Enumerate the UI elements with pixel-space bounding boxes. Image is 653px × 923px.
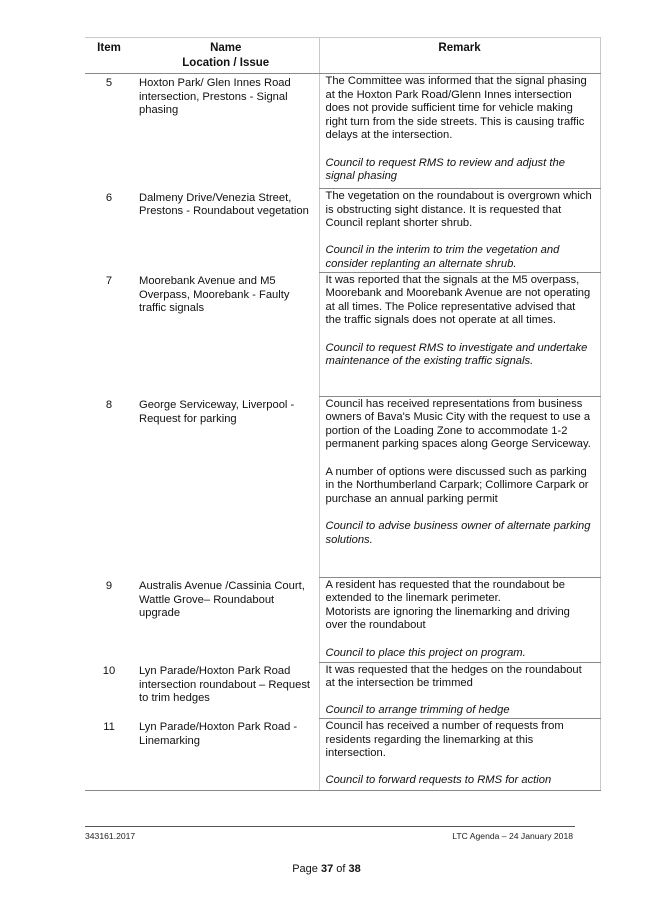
table-header-row bbox=[85, 38, 600, 74]
remark-text: The Committee was informed that the signal phasing at the Hoxton Park Road/Glenn Innes intersection does not provide sufficient time for vehicle making right turn from the side streets. This is causing traffic delays at the intersection. bbox=[325, 75, 587, 142]
remark-cell bbox=[319, 662, 600, 718]
remark-text: The vegetation on the roundabout is overgrown which is obstructing sight distance. It is requested that Council replant shorter shrub. bbox=[325, 190, 592, 230]
header-item: Item bbox=[85, 38, 133, 74]
header-name-line1: Name bbox=[210, 42, 242, 54]
footer-divider bbox=[85, 826, 575, 827]
header-name-line2: Location / Issue bbox=[182, 57, 270, 69]
header-remark: Remark bbox=[319, 38, 600, 74]
remark-cell bbox=[319, 189, 600, 273]
header-name bbox=[133, 38, 319, 74]
item-number: 6 bbox=[105, 191, 113, 204]
location-issue: George Serviceway, Liverpool - Request for parking bbox=[139, 399, 295, 425]
remark-action: Council in the interim to trim the vegetation and consider replanting an alternate shrub. bbox=[325, 244, 560, 270]
footer-doc-ref: 343161.2017 bbox=[85, 831, 136, 841]
table-row-item-9 bbox=[85, 577, 600, 662]
location-issue: Dalmeny Drive/Venezia Street, Prestons - Roundabout vegetation bbox=[139, 191, 309, 218]
page-total: 38 bbox=[348, 863, 361, 875]
remark-cell bbox=[319, 396, 600, 577]
remark-text: A resident has requested that the roundabout be extended to the linemark perimeter. Motorists are ignoring the linemarking and driving over the roundabout bbox=[325, 578, 570, 632]
location-issue: Australis Avenue /Cassinia Court, Wattle Grove– Roundabout upgrade bbox=[139, 580, 305, 620]
remark-action: Council to forward requests to RMS for action bbox=[325, 774, 552, 787]
table-row-item-11 bbox=[85, 718, 600, 790]
location-issue: Hoxton Park/ Glen Innes Road intersection, Prestons - Signal phasing bbox=[139, 77, 291, 117]
table-row-item-5 bbox=[85, 74, 600, 189]
location-issue: Lyn Parade/Hoxton Park Road intersection roundabout – Request to trim hedges bbox=[139, 665, 311, 705]
remark-action: Council to request RMS to investigate and undertake maintenance of the existing traffic signals. bbox=[325, 341, 588, 368]
remark-cell bbox=[319, 577, 600, 662]
table-row-item-10 bbox=[85, 662, 600, 718]
remark-text: It was reported that the signals at the M5 overpass, Moorebank and Moorebank Avenue are not operating at all times. The Police representative advised that the traffic signals does not operate at all times. bbox=[325, 273, 591, 327]
remark-cell bbox=[319, 272, 600, 396]
page-number bbox=[0, 863, 653, 875]
remark-action: Council to arrange trimming of hedge bbox=[325, 704, 510, 717]
table-row-item-7 bbox=[85, 272, 600, 396]
location-issue: Lyn Parade/Hoxton Park Road - Linemarking bbox=[133, 718, 319, 790]
item-number: 10 bbox=[102, 665, 116, 678]
page-prefix: Page bbox=[292, 863, 321, 875]
agenda-table bbox=[85, 37, 601, 791]
remark-text: A number of options were discussed such as parking in the Northumberland Carpark; Collimore Carpark or purchase an annual parking permit bbox=[325, 465, 589, 505]
item-number: 11 bbox=[85, 718, 133, 790]
page-current: 37 bbox=[320, 863, 334, 875]
remark-text: Council has received representations from business owners of Bava's Music City with the request to use a portion of the Loading Zone to accommodate 1-2 permanent parking spaces along George Serviceway. bbox=[325, 397, 591, 451]
location-issue: Moorebank Avenue and M5 Overpass, Moorebank - Faulty traffic signals bbox=[139, 275, 290, 315]
table-row-item-8 bbox=[85, 396, 600, 577]
remark-action: Council to place this project on program. bbox=[325, 646, 526, 659]
remark-cell bbox=[319, 718, 600, 790]
table-row-item-6 bbox=[85, 189, 600, 273]
remark-text: Council has received a number of requests from residents regarding the linemarking at this intersection. bbox=[325, 719, 564, 760]
remark-cell bbox=[319, 74, 600, 189]
remark-action: Council to advise business owner of alternate parking solutions. bbox=[325, 519, 591, 546]
footer-agenda-label: LTC Agenda – 24 January 2018 bbox=[452, 831, 573, 841]
page-of: of bbox=[333, 863, 349, 875]
item-number: 9 bbox=[105, 580, 113, 593]
item-number: 7 bbox=[105, 275, 113, 288]
remark-action: Council to request RMS to review and adjust the signal phasing bbox=[325, 156, 565, 183]
item-number: 5 bbox=[105, 77, 113, 89]
remark-text: It was requested that the hedges on the roundabout at the intersection be trimmed bbox=[325, 663, 582, 690]
item-number: 8 bbox=[105, 399, 113, 412]
